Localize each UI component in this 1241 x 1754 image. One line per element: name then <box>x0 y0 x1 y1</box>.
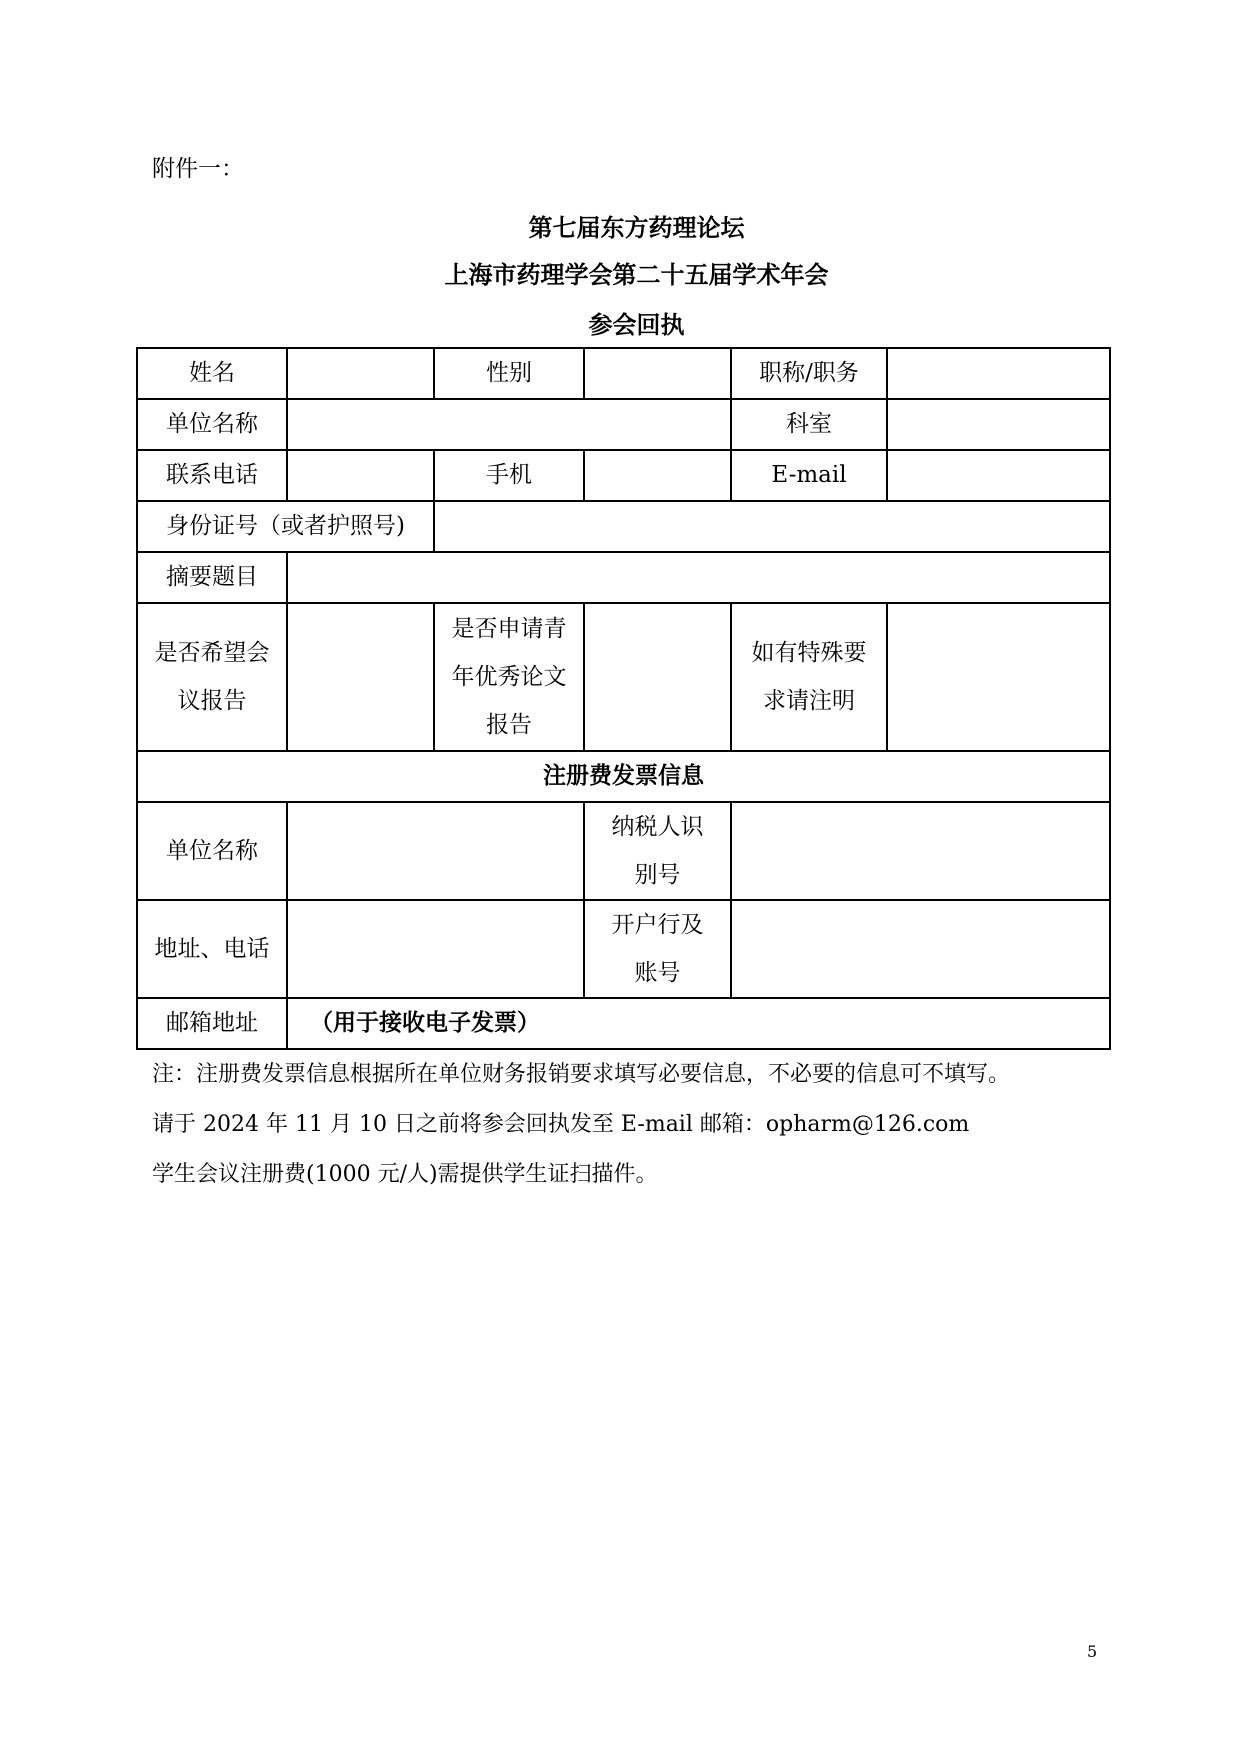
note-invoice-info: 注：注册费发票信息根据所在单位财务报销要求填写必要信息，不必要的信息可不填写。 <box>152 1062 1011 1087</box>
page-number: 5 <box>1087 1642 1098 1661</box>
table-row <box>137 998 1110 1049</box>
id-field[interactable] <box>434 501 1110 552</box>
bank-account-label: 开户行及 账号 <box>584 900 731 998</box>
address-phone-field[interactable] <box>287 900 584 998</box>
email-label: E-mail <box>731 450 887 501</box>
registration-form-table <box>136 347 1111 1050</box>
mobile-field[interactable] <box>584 450 731 501</box>
young-award-label: 是否申请青 年优秀论文 报告 <box>434 603 584 751</box>
unit-name-field[interactable] <box>287 399 731 450</box>
mailbox-field[interactable]: （用于接收电子发票） <box>287 998 1110 1049</box>
form-title: 参会回执 <box>588 311 685 339</box>
note-deadline-email: 请于 2024 年 11 月 10 日之前将参会回执发至 E-mail 邮箱：opharm@126.com <box>152 1112 970 1137</box>
gender-label: 性别 <box>434 348 584 399</box>
table-row <box>137 399 1110 450</box>
table-row <box>137 802 1110 900</box>
table-row <box>137 501 1110 552</box>
bank-account-field[interactable] <box>731 900 1110 998</box>
name-field[interactable] <box>287 348 434 399</box>
attachment-label: 附件一： <box>152 156 244 182</box>
table-row <box>137 348 1110 399</box>
title-position-label: 职称/职务 <box>731 348 887 399</box>
title-position-field[interactable] <box>887 348 1110 399</box>
young-award-field[interactable] <box>584 603 731 751</box>
mailbox-label: 邮箱地址 <box>137 998 287 1049</box>
phone-field[interactable] <box>287 450 434 501</box>
table-row <box>137 603 1110 751</box>
notes-block <box>152 1050 1010 1200</box>
abstract-field[interactable] <box>287 552 1110 603</box>
conference-title: 上海市药理学会第二十五届学术年会 <box>444 261 829 289</box>
id-label: 身份证号（或者护照号) <box>137 501 434 552</box>
department-label: 科室 <box>731 399 887 450</box>
invoice-unit-field[interactable] <box>287 802 584 900</box>
address-phone-label: 地址、电话 <box>137 900 287 998</box>
taxpayer-id-field[interactable] <box>731 802 1110 900</box>
report-wish-field[interactable] <box>287 603 434 751</box>
forum-title: 第七届东方药理论坛 <box>528 214 745 242</box>
special-request-field[interactable] <box>887 603 1110 751</box>
table-row <box>137 450 1110 501</box>
report-wish-label: 是否希望会 议报告 <box>137 603 287 751</box>
note-student-fee: 学生会议注册费(1000 元/人)需提供学生证扫描件。 <box>152 1162 658 1187</box>
department-field[interactable] <box>887 399 1110 450</box>
table-row <box>137 900 1110 998</box>
taxpayer-id-label: 纳税人识 别号 <box>584 802 731 900</box>
gender-field[interactable] <box>584 348 731 399</box>
table-row <box>137 751 1110 802</box>
mobile-label: 手机 <box>434 450 584 501</box>
table-row <box>137 552 1110 603</box>
name-label: 姓名 <box>137 348 287 399</box>
phone-label: 联系电话 <box>137 450 287 501</box>
special-request-label: 如有特殊要 求请注明 <box>731 603 887 751</box>
email-field[interactable] <box>887 450 1110 501</box>
unit-name-label: 单位名称 <box>137 399 287 450</box>
invoice-section-title: 注册费发票信息 <box>137 751 1110 802</box>
invoice-unit-label: 单位名称 <box>137 802 287 900</box>
abstract-label: 摘要题目 <box>137 552 287 603</box>
